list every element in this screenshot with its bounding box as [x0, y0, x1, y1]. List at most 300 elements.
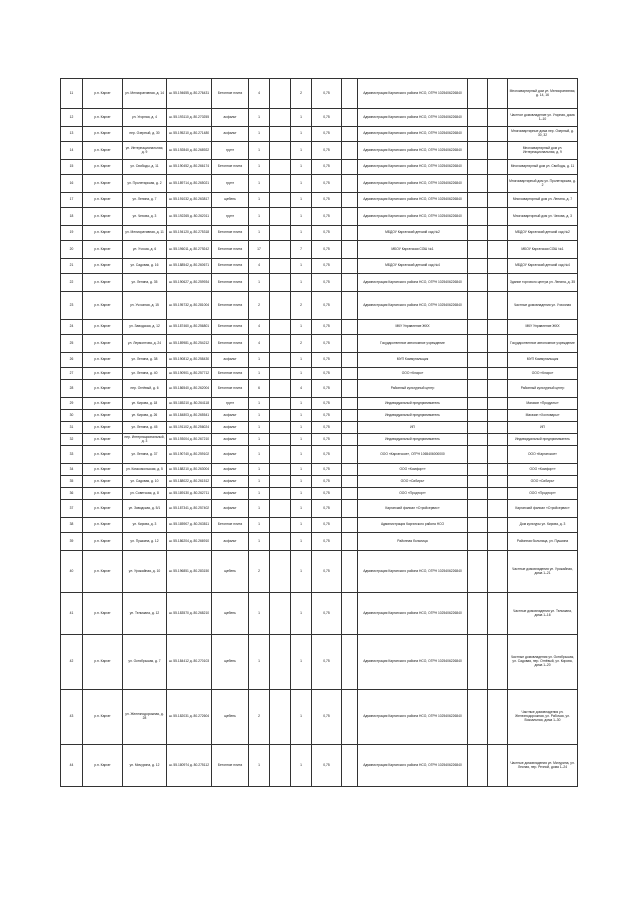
container-count-cell: 1 — [291, 226, 312, 241]
table-row — [61, 745, 578, 787]
empty-cell — [342, 398, 358, 410]
empty-cell — [468, 434, 488, 446]
surface-type-cell: щебень — [212, 551, 249, 593]
site-owner-cell: МБОУ Каргатская СОШ №1 — [358, 241, 468, 259]
container-count-cell: 1 — [291, 160, 312, 175]
site-owner-cell: Администрация Каргатского района НСО, ОГРН 1025406226840 — [358, 745, 468, 787]
surface-type-cell: асфальт — [212, 127, 249, 142]
container-count-cell: 1 — [291, 518, 312, 533]
waste-source-cell: ООО «Комфорт» — [508, 464, 578, 476]
empty-cell — [342, 160, 358, 175]
empty-cell — [468, 320, 488, 335]
waste-source-cell: Частные домовладения ул. Тельмана, дома 1–16 — [508, 593, 578, 635]
surface-type-cell: асфальт — [212, 533, 249, 551]
row-number-cell: 26 — [61, 353, 83, 368]
waste-source-cell: Дом культуры ул. Кирова, д. 3 — [508, 518, 578, 533]
empty-cell — [342, 353, 358, 368]
empty-cell — [488, 160, 508, 175]
empty-cell — [342, 127, 358, 142]
empty-cell — [468, 488, 488, 500]
surface-type-cell: Бетонное плита — [212, 380, 249, 398]
row-number-cell: 19 — [61, 226, 83, 241]
site-area-cell: 1 — [249, 208, 270, 226]
surface-type-cell: асфальт — [212, 500, 249, 518]
empty-cell — [270, 353, 291, 368]
site-address-cell: ул. Ленина, д. 40 — [123, 368, 167, 380]
site-address-cell: ул. Советская, д. 8 — [123, 488, 167, 500]
settlement-cell: р.п. Каргат — [83, 518, 123, 533]
surface-type-cell: асфальт — [212, 422, 249, 434]
table-row — [61, 398, 578, 410]
waste-source-cell: Многоквартирные дома пер. Озерный, д. 30, 32 — [508, 127, 578, 142]
container-volume-cell: 0,75 — [312, 127, 342, 142]
empty-cell — [270, 368, 291, 380]
site-address-cell: пер. Интернациональный, д. 3 — [123, 434, 167, 446]
container-count-cell: 1 — [291, 690, 312, 745]
container-count-cell: 1 — [291, 533, 312, 551]
site-area-cell: 2 — [249, 551, 270, 593]
site-area-cell: 1 — [249, 422, 270, 434]
empty-cell — [488, 446, 508, 464]
container-volume-cell: 0,75 — [312, 476, 342, 488]
settlement-cell: р.п. Каргат — [83, 241, 123, 259]
register-page — [60, 78, 577, 787]
empty-cell — [468, 208, 488, 226]
empty-cell — [488, 398, 508, 410]
surface-type-cell: асфальт — [212, 109, 249, 127]
site-owner-cell: ИП — [358, 422, 468, 434]
container-volume-cell: 0,75 — [312, 533, 342, 551]
settlement-cell: р.п. Каргат — [83, 259, 123, 274]
row-number-cell: 34 — [61, 464, 83, 476]
empty-cell — [468, 593, 488, 635]
site-owner-cell: Государственное автономное учреждение — [358, 335, 468, 353]
empty-cell — [342, 335, 358, 353]
empty-cell — [468, 127, 488, 142]
container-count-cell: 1 — [291, 193, 312, 208]
site-owner-cell: Каргатский филиал «Стройсервис» — [358, 500, 468, 518]
container-count-cell: 1 — [291, 551, 312, 593]
container-volume-cell: 0,75 — [312, 79, 342, 109]
empty-cell — [270, 193, 291, 208]
row-number-cell: 30 — [61, 410, 83, 422]
empty-cell — [342, 476, 358, 488]
row-number-cell: 36 — [61, 488, 83, 500]
row-number-cell: 14 — [61, 142, 83, 160]
surface-type-cell: грунт — [212, 142, 249, 160]
empty-cell — [488, 79, 508, 109]
empty-cell — [468, 518, 488, 533]
container-volume-cell: 0,75 — [312, 259, 342, 274]
empty-cell — [488, 274, 508, 292]
waste-source-cell: МБОУ Каргатская СОШ №1 — [508, 241, 578, 259]
waste-source-cell: Частное домовладение ул. Угорная, дома 1–10 — [508, 109, 578, 127]
settlement-cell: р.п. Каргат — [83, 292, 123, 320]
empty-cell — [468, 175, 488, 193]
site-owner-cell: Администрация Каргатского района НСО — [358, 518, 468, 533]
container-volume-cell: 0,75 — [312, 292, 342, 320]
site-coordinates-cell: ш. 55.190812 д. 80.258430 — [167, 353, 212, 368]
site-address-cell: ул. Садовая, д. 16 — [123, 259, 167, 274]
empty-cell — [468, 259, 488, 274]
empty-cell — [270, 79, 291, 109]
empty-cell — [342, 208, 358, 226]
empty-cell — [270, 292, 291, 320]
site-area-cell: 1 — [249, 226, 270, 241]
empty-cell — [270, 398, 291, 410]
surface-type-cell: Бетонное плита — [212, 320, 249, 335]
table-row — [61, 79, 578, 109]
surface-type-cell: щебень — [212, 690, 249, 745]
empty-cell — [270, 142, 291, 160]
site-coordinates-cell: ш. 55.180974 д. 80.275112 — [167, 745, 212, 787]
row-number-cell: 11 — [61, 79, 83, 109]
empty-cell — [468, 464, 488, 476]
container-volume-cell: 0,75 — [312, 160, 342, 175]
empty-cell — [468, 142, 488, 160]
settlement-cell: р.п. Каргат — [83, 335, 123, 353]
empty-cell — [488, 175, 508, 193]
empty-cell — [270, 226, 291, 241]
waste-source-cell: ООО «Продторг» — [508, 488, 578, 500]
site-owner-cell: ООО «Комфорт» — [358, 464, 468, 476]
empty-cell — [488, 690, 508, 745]
row-number-cell: 21 — [61, 259, 83, 274]
site-coordinates-cell: ш. 55.193110 д. 80.270255 — [167, 109, 212, 127]
row-number-cell: 12 — [61, 109, 83, 127]
container-count-cell: 1 — [291, 410, 312, 422]
empty-cell — [468, 745, 488, 787]
container-count-cell: 1 — [291, 320, 312, 335]
container-count-cell: 2 — [291, 292, 312, 320]
container-volume-cell: 0,75 — [312, 745, 342, 787]
empty-cell — [342, 690, 358, 745]
site-owner-cell: Администрация Каргатского района НСО, ОГРН 1025406226840 — [358, 690, 468, 745]
settlement-cell: р.п. Каргат — [83, 551, 123, 593]
waste-source-cell: Многоквартирный дом ул. Мелиоративная, д. 14, 16 — [508, 79, 578, 109]
empty-cell — [270, 320, 291, 335]
site-coordinates-cell: ш. 55.190627 д. 80.259934 — [167, 274, 212, 292]
site-owner-cell: Администрация Каргатского района НСО, ОГРН 1025406226840 — [358, 109, 468, 127]
settlement-cell: р.п. Каргат — [83, 476, 123, 488]
empty-cell — [342, 488, 358, 500]
empty-cell — [488, 551, 508, 593]
site-address-cell: ул. Угорная, д. 4 — [123, 109, 167, 127]
site-address-cell: ул. Ленина, д. 7 — [123, 193, 167, 208]
waste-source-cell: ИП — [508, 422, 578, 434]
container-count-cell: 1 — [291, 353, 312, 368]
site-address-cell: ул. Мелиоративная, д. 14 — [123, 79, 167, 109]
empty-cell — [270, 635, 291, 690]
table-row — [61, 320, 578, 335]
empty-cell — [342, 500, 358, 518]
empty-cell — [342, 410, 358, 422]
row-number-cell: 38 — [61, 518, 83, 533]
empty-cell — [270, 410, 291, 422]
site-owner-cell: Администрация Каргатского района НСО, ОГРН 1025406226840 — [358, 208, 468, 226]
site-address-cell: ул. Пушкина, д. 12 — [123, 533, 167, 551]
row-number-cell: 18 — [61, 208, 83, 226]
site-address-cell: ул. Свободы, д. 11 — [123, 160, 167, 175]
surface-type-cell: Бетонное плита — [212, 259, 249, 274]
site-address-cell: ул. Комсомольская, д. 5 — [123, 464, 167, 476]
empty-cell — [488, 488, 508, 500]
settlement-cell: р.п. Каргат — [83, 142, 123, 160]
empty-cell — [468, 193, 488, 208]
empty-cell — [488, 353, 508, 368]
site-area-cell: 6 — [249, 380, 270, 398]
empty-cell — [468, 241, 488, 259]
site-coordinates-cell: ш. 55.189714 д. 80.265021 — [167, 175, 212, 193]
empty-cell — [342, 533, 358, 551]
site-address-cell: ул. Ленина, д. 35 — [123, 274, 167, 292]
table-row — [61, 292, 578, 320]
table-row — [61, 690, 578, 745]
empty-cell — [468, 160, 488, 175]
empty-cell — [270, 274, 291, 292]
site-address-cell: ул. Кирова, д. 18 — [123, 398, 167, 410]
site-area-cell: 1 — [249, 109, 270, 127]
site-area-cell: 1 — [249, 274, 270, 292]
site-owner-cell: Администрация Каргатского района НСО, ОГРН 1025406226840 — [358, 274, 468, 292]
site-address-cell: ул. Кирова, д. 26 — [123, 410, 167, 422]
waste-source-cell: Частные домовладения ул. Мичурина, ул. Лесная, пер. Речной, дома 1–24 — [508, 745, 578, 787]
table-row — [61, 488, 578, 500]
container-volume-cell: 0,75 — [312, 500, 342, 518]
empty-cell — [270, 488, 291, 500]
empty-cell — [488, 500, 508, 518]
surface-type-cell: Бетонное плита — [212, 292, 249, 320]
site-coordinates-cell: ш. 55.185210 д. 80.264118 — [167, 398, 212, 410]
waste-source-cell: МУП Коммунальщик — [508, 353, 578, 368]
site-address-cell: ул. Мичурина, д. 12 — [123, 745, 167, 787]
site-address-cell: ул. Интернациональная, д. 9 — [123, 142, 167, 160]
empty-cell — [468, 109, 488, 127]
surface-type-cell: Бетонное плита — [212, 274, 249, 292]
site-address-cell: ул. Октябрьская, д. 7 — [123, 635, 167, 690]
site-address-cell: ул. Садовая, д. 10 — [123, 476, 167, 488]
row-number-cell: 29 — [61, 398, 83, 410]
container-count-cell: 1 — [291, 500, 312, 518]
settlement-cell: р.п. Каргат — [83, 434, 123, 446]
empty-cell — [270, 208, 291, 226]
empty-cell — [342, 259, 358, 274]
table-row — [61, 476, 578, 488]
site-coordinates-cell: ш. 55.184803 д. 80.265541 — [167, 410, 212, 422]
settlement-cell: р.п. Каргат — [83, 353, 123, 368]
settlement-cell: р.п. Каргат — [83, 488, 123, 500]
empty-cell — [488, 635, 508, 690]
empty-cell — [468, 635, 488, 690]
container-count-cell: 2 — [291, 79, 312, 109]
container-count-cell: 1 — [291, 488, 312, 500]
container-volume-cell: 0,75 — [312, 434, 342, 446]
settlement-cell: р.п. Каргат — [83, 745, 123, 787]
empty-cell — [488, 476, 508, 488]
site-coordinates-cell: ш. 55.195210 д. 80.271480 — [167, 127, 212, 142]
empty-cell — [488, 410, 508, 422]
container-volume-cell: 0,75 — [312, 398, 342, 410]
empty-cell — [342, 79, 358, 109]
empty-cell — [468, 380, 488, 398]
container-count-cell: 1 — [291, 745, 312, 787]
site-address-cell: ул. Железнодорожная, д. 28 — [123, 690, 167, 745]
site-owner-cell: Администрация Каргатского района НСО, ОГРН 1025406226840 — [358, 175, 468, 193]
container-volume-cell: 0,75 — [312, 208, 342, 226]
empty-cell — [342, 320, 358, 335]
empty-cell — [488, 208, 508, 226]
site-coordinates-cell: ш. 55.187341 д. 80.257402 — [167, 500, 212, 518]
site-owner-cell: МКУ Управление ЖКХ — [358, 320, 468, 335]
table-row — [61, 533, 578, 551]
empty-cell — [488, 193, 508, 208]
site-area-cell: 1 — [249, 353, 270, 368]
site-coordinates-cell: ш. 55.196851 д. 80.283150 — [167, 551, 212, 593]
table-row — [61, 109, 578, 127]
site-address-cell: ул. Тельмана, д. 12 — [123, 593, 167, 635]
site-area-cell: 1 — [249, 434, 270, 446]
site-coordinates-cell: ш. 55.191102 д. 80.256024 — [167, 422, 212, 434]
site-area-cell: 1 — [249, 500, 270, 518]
surface-type-cell: Бетонное плита — [212, 226, 249, 241]
empty-cell — [270, 500, 291, 518]
empty-cell — [488, 518, 508, 533]
settlement-cell: р.п. Каргат — [83, 226, 123, 241]
empty-cell — [270, 259, 291, 274]
site-address-cell: ул. Ленина, д. 38 — [123, 353, 167, 368]
settlement-cell: р.п. Каргат — [83, 175, 123, 193]
empty-cell — [488, 226, 508, 241]
settlement-cell: р.п. Каргат — [83, 79, 123, 109]
site-area-cell: 1 — [249, 398, 270, 410]
surface-type-cell: асфальт — [212, 434, 249, 446]
site-area-cell: 1 — [249, 410, 270, 422]
table-row — [61, 593, 578, 635]
surface-type-cell: грунт — [212, 208, 249, 226]
container-volume-cell: 0,75 — [312, 193, 342, 208]
empty-cell — [342, 109, 358, 127]
site-owner-cell: Индивидуальный предприниматель — [358, 434, 468, 446]
site-address-cell: ул. Заводская, д. 12 — [123, 320, 167, 335]
row-number-cell: 20 — [61, 241, 83, 259]
row-number-cell: 13 — [61, 127, 83, 142]
site-owner-cell: МБДОУ Каргатский детский сад №2 — [358, 226, 468, 241]
site-coordinates-cell: ш. 55.184412 д. 80.270103 — [167, 635, 212, 690]
empty-cell — [342, 193, 358, 208]
container-volume-cell: 0,75 — [312, 368, 342, 380]
waste-source-cell: Частные домовладения ул. Железнодорожная, ул. Рабочая, ул. Вокзальная, дома 1–30 — [508, 690, 578, 745]
site-address-cell: ул. Ленина, д. 37 — [123, 446, 167, 464]
row-number-cell: 37 — [61, 500, 83, 518]
container-volume-cell: 0,75 — [312, 488, 342, 500]
row-number-cell: 27 — [61, 368, 83, 380]
surface-type-cell: асфальт — [212, 446, 249, 464]
site-area-cell: 4 — [249, 259, 270, 274]
empty-cell — [488, 259, 508, 274]
site-coordinates-cell: ш. 55.192840 д. 80.268922 — [167, 142, 212, 160]
empty-cell — [270, 690, 291, 745]
site-area-cell: 1 — [249, 464, 270, 476]
empty-cell — [468, 690, 488, 745]
waste-source-cell: МБДОУ Каргатский детский сад №2 — [508, 226, 578, 241]
container-volume-cell: 0,75 — [312, 241, 342, 259]
empty-cell — [270, 175, 291, 193]
empty-cell — [270, 127, 291, 142]
empty-cell — [468, 551, 488, 593]
empty-cell — [342, 241, 358, 259]
site-owner-cell: Администрация Каргатского района НСО, ОГРН 1025406226840 — [358, 551, 468, 593]
surface-type-cell: асфальт — [212, 488, 249, 500]
empty-cell — [468, 368, 488, 380]
container-count-cell: 1 — [291, 446, 312, 464]
waste-source-cell: ООО «Каргатское» — [508, 446, 578, 464]
row-number-cell: 39 — [61, 533, 83, 551]
site-area-cell: 1 — [249, 127, 270, 142]
container-count-cell: 2 — [291, 335, 312, 353]
surface-type-cell: асфальт — [212, 410, 249, 422]
empty-cell — [342, 518, 358, 533]
container-volume-cell: 0,75 — [312, 410, 342, 422]
container-count-cell: 7 — [291, 241, 312, 259]
site-address-cell: ул. Учхозная, д. 15 — [123, 292, 167, 320]
waste-source-cell: Индивидуальный предприниматель — [508, 434, 578, 446]
table-row — [61, 446, 578, 464]
table-row — [61, 500, 578, 518]
site-area-cell: 2 — [249, 690, 270, 745]
site-owner-cell: Администрация Каргатского района НСО, ОГРН 1025406226840 — [358, 79, 468, 109]
empty-cell — [468, 446, 488, 464]
site-area-cell: 1 — [249, 533, 270, 551]
empty-cell — [342, 434, 358, 446]
empty-cell — [468, 274, 488, 292]
empty-cell — [488, 368, 508, 380]
empty-cell — [488, 422, 508, 434]
site-area-cell: 17 — [249, 241, 270, 259]
empty-cell — [342, 745, 358, 787]
surface-type-cell: Бетонное плита — [212, 518, 249, 533]
row-number-cell: 41 — [61, 593, 83, 635]
waste-source-cell: МБДОУ Каргатский детский сад №4 — [508, 259, 578, 274]
settlement-cell: р.п. Каргат — [83, 274, 123, 292]
settlement-cell: р.п. Каргат — [83, 320, 123, 335]
row-number-cell: 40 — [61, 551, 83, 593]
site-owner-cell: Районный культурный центр — [358, 380, 468, 398]
site-address-cell: ул. Ленина, д. 45 — [123, 422, 167, 434]
site-address-cell: пер. Огнёвый, д. 6 — [123, 380, 167, 398]
empty-cell — [488, 127, 508, 142]
settlement-cell: р.п. Каргат — [83, 446, 123, 464]
site-coordinates-cell: ш. 55.190901 д. 80.257712 — [167, 368, 212, 380]
site-coordinates-cell: ш. 55.194120 д. 80.275318 — [167, 226, 212, 241]
empty-cell — [342, 175, 358, 193]
site-area-cell: 4 — [249, 79, 270, 109]
site-coordinates-cell: ш. 55.195732 д. 80.281004 — [167, 292, 212, 320]
site-area-cell: 2 — [249, 292, 270, 320]
container-volume-cell: 0,75 — [312, 226, 342, 241]
site-area-cell: 1 — [249, 142, 270, 160]
site-address-cell: ул. Мелиоративная, д. 11 — [123, 226, 167, 241]
waste-source-cell: ООО «Сибирь» — [508, 476, 578, 488]
empty-cell — [270, 745, 291, 787]
surface-type-cell: щебень — [212, 193, 249, 208]
site-owner-cell: Администрация Каргатского района НСО, ОГРН 1025406226840 — [358, 635, 468, 690]
container-count-cell: 1 — [291, 109, 312, 127]
empty-cell — [342, 292, 358, 320]
container-count-cell: 1 — [291, 398, 312, 410]
row-number-cell: 24 — [61, 320, 83, 335]
waste-source-cell: Многоквартирный дом ул. Свободы, д. 11 — [508, 160, 578, 175]
empty-cell — [488, 241, 508, 259]
